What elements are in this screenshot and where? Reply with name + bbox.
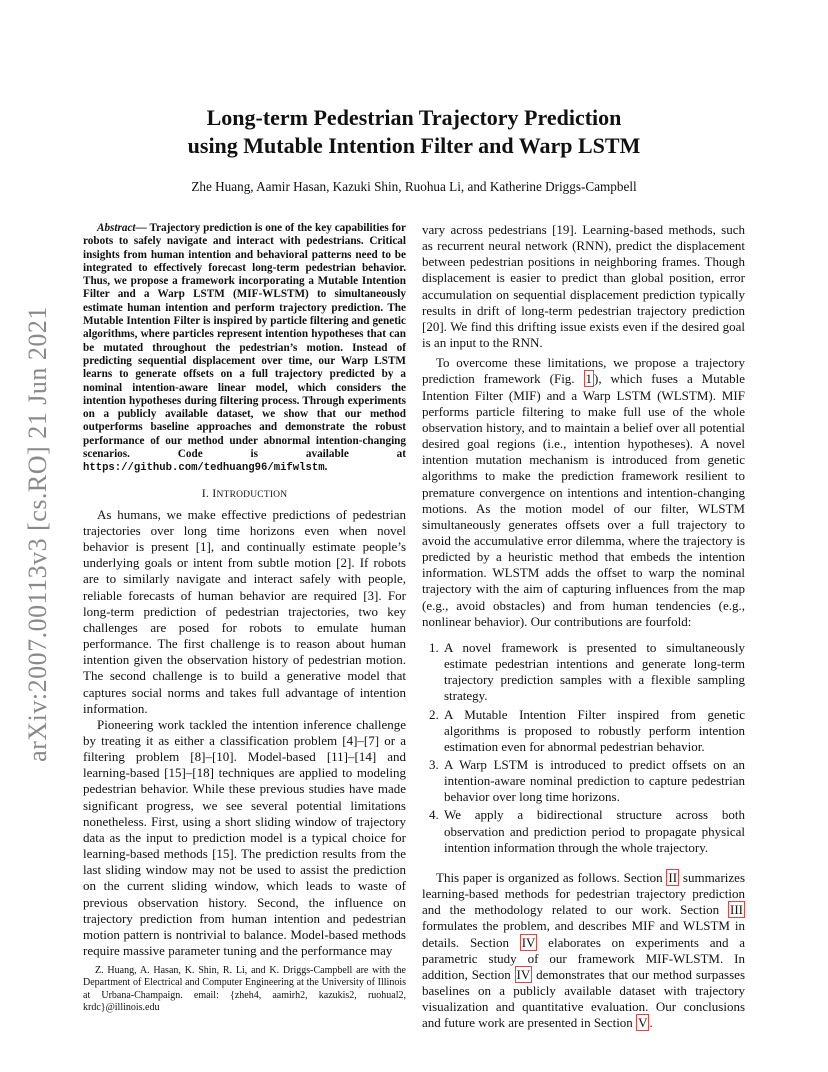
section-heading-rest: NTRODUCTION xyxy=(216,489,288,500)
section-iv-link[interactable]: IV xyxy=(521,934,536,950)
figure-1-link[interactable]: 1 xyxy=(585,371,593,387)
contributions-list xyxy=(422,640,745,856)
author-affiliation-footnote xyxy=(83,965,406,1015)
section-heading-first: I xyxy=(212,485,217,500)
section-v-link[interactable]: V xyxy=(638,1015,648,1031)
arxiv-side-identifier xyxy=(18,294,58,774)
para5-text-b: summarizes learning-based methods for pedestrian trajectory prediction and the methodology related to our work. Section xyxy=(422,869,745,918)
list-item: 4. We apply a bidirectional structure across both observation and prediction period to propagate physical intention information through the whole trajectory. xyxy=(442,807,745,855)
para5-text-c: formulates the problem, and describes MIF and WLSTM in details. Section xyxy=(422,918,745,950)
author-list: Zhe Huang, Aamir Hasan, Kazuki Shin, Ruohua Li, and Katherine Driggs-Campbell xyxy=(191,179,637,194)
section-iii-link[interactable]: III xyxy=(730,902,743,918)
left-column xyxy=(83,222,406,959)
footnote-text: Z. Huang, A. Hasan, K. Shin, R. Li, and K. Driggs-Campbell are with the Department of Electrical and Computer Engineering at the University of Illinois at Urbana-Champaign. email: {zheh4, aamirh2, kazukis2, ruohual2, krdc}@illinois.edu xyxy=(83,965,406,1014)
section-iv-link-2[interactable]: IV xyxy=(516,966,531,982)
code-url-link[interactable]: https://github.com/tedhuang96/mifwlstm xyxy=(83,462,325,475)
abstract-label: Abstract xyxy=(97,222,136,234)
intro-paragraph-1: As humans, we make effective predictions of pedestrian trajectories over long time horizons even when novel behavior is present [1], and continually estimate people’s underlying goals or intent from subtle motion [2]. If robots are to similarly navigate and interact safely with people, reliable forecasts of human behavior are required [3]. For long-term prediction of pedestrian trajectories, two key challenges are posed for robots to emulate human performance. The first challenge is to reason about human intention given the observation history of pedestrian motion. The second challenge is to build a generative model that captures social norms and takes full advantage of intention information. xyxy=(83,506,406,716)
para5-text-d: elaborates on experiments and a parametric study of our framework MIF-WLSTM. In addition, Section xyxy=(422,934,745,982)
section-numeral: I. xyxy=(201,485,213,500)
abstract-end: . xyxy=(324,461,328,474)
intro-paragraph-4 xyxy=(422,355,745,630)
para5-text-f: . xyxy=(649,1015,653,1031)
title-line-2: using Mutable Intention Filter and Warp LSTM xyxy=(187,133,641,158)
list-item: 3. A Warp LSTM is introduced to predict offsets on an intention-aware nominal prediction to capture pedestrian behavior over long time horizons. xyxy=(442,757,745,805)
section-ii-link[interactable]: II xyxy=(668,869,678,885)
abstract-text: — Trajectory prediction is one of the key capabilities for robots to safely navigate and interact with pedestrians. Critical insights from human intention and behavioral patterns need to be integrated to effectively forecast long-term pedestrian behavior. Thus, we propose a framework incorporating a Mutable Intention Filter and a Warp LSTM (MIF-WLSTM) to simultaneously estimate human intention and perform trajectory prediction. The Mutable Intention Filter is inspired by particle filtering and genetic algorithms, where particles represent intention hypotheses that can be mutated throughout the pedestrian’s motion. Instead of predicting sequential displacement over time, our Warp LSTM learns to generate offsets on a full trajectory predicted by a nominal intention-aware linear model, which considers the intention hypotheses during filtering process. Through experiments on a publicly available dataset, we show that our method outperforms baseline approaches and demonstrate the robust performance of our method under abnormal intention-changing scenarios. Code is available at xyxy=(83,222,406,461)
intro-paragraph-2: Pioneering work tackled the intention inference challenge by treating it as either a classification problem [4]–[7] or a filtering problem [8]–[10]. Model-based [11]–[14] and learning-based [15]–[18] techniques are applied to modeling pedestrian behavior. While these previous studies have made significant progress, we see several potential limitations nonetheless. First, using a short sliding window of trajectory data as the input to prediction model is a typical choice for learning-based methods [15]. The prediction results from the last sliding window may not be used to assist the prediction on the current sliding window, which leads to waste of previous observation history. Second, the influence on trajectory prediction from human intention and pedestrian motion pattern is nontrivial to balance. Model-based methods require massive parameter tuning and the performance may xyxy=(83,716,406,959)
intro-paragraph-3: vary across pedestrians [19]. Learning-based methods, such as recurrent neural network (RNN), predict the displacement between pedestrian positions in neighboring frames. Though displacement is easier to predict than global position, error accumulation on sequential displacement prediction typically results in drift of long-term pedestrian trajectory prediction [20]. We find this drifting issue exists even if the desired goal is an input to the RNN. xyxy=(422,222,745,351)
para4-text-b: ), which fuses a Mutable Intention Filter (MIF) and a Warp LSTM (WLSTM). MIF performs particle filtering to make full use of the whole observation history, and to maintain a belief over all potential desired goal regions (i.e., intention hypotheses). A novel intention mutation mechanism is introduced from genetic algorithms to make the prediction framework resilient to premature convergence on intentions and intention-changing motions. As the motion model of our filter, WLSTM simultaneously generates offsets over a full trajectory to avoid the accumulative error dilemma, where the trajectory is predicted by a heuristic method that embeds the intention information. WLSTM adds the offset to warp the nominal trajectory with the aim of capturing influences from the map (e.g., avoid obstacles) and from human tendencies (e.g., nonlinear behavior). Our contributions are fourfold: xyxy=(422,371,745,629)
section-heading-introduction xyxy=(83,485,406,503)
para5-text-e: demonstrates that our method surpasses baselines on a publicly available dataset with trajectory visualization and quantitative evaluation. Our conclusions and future work are presented in Section xyxy=(422,966,745,1031)
arxiv-id-text: arXiv:2007.00113v3 [cs.RO] 21 Jun 2021 xyxy=(23,306,53,762)
right-column xyxy=(422,222,745,1032)
paper-title xyxy=(100,104,728,160)
title-line-1: Long-term Pedestrian Trajectory Prediction xyxy=(206,105,622,130)
abstract xyxy=(83,222,406,476)
list-item: 2. A Mutable Intention Filter inspired from genetic algorithms is proposed to robustly perform intention estimation even for abnormal pedestrian behavior. xyxy=(442,707,745,755)
para4-text-a: To overcome these limitations, we propose a trajectory prediction framework (Fig. xyxy=(422,355,745,387)
intro-paragraph-5 xyxy=(422,870,745,1032)
list-item: 1. A novel framework is presented to simultaneously estimate pedestrian intentions and generate long-term trajectory prediction samples with a flexible sampling strategy. xyxy=(442,640,745,705)
para5-text-a: This paper is organized as follows. Section xyxy=(436,869,667,885)
